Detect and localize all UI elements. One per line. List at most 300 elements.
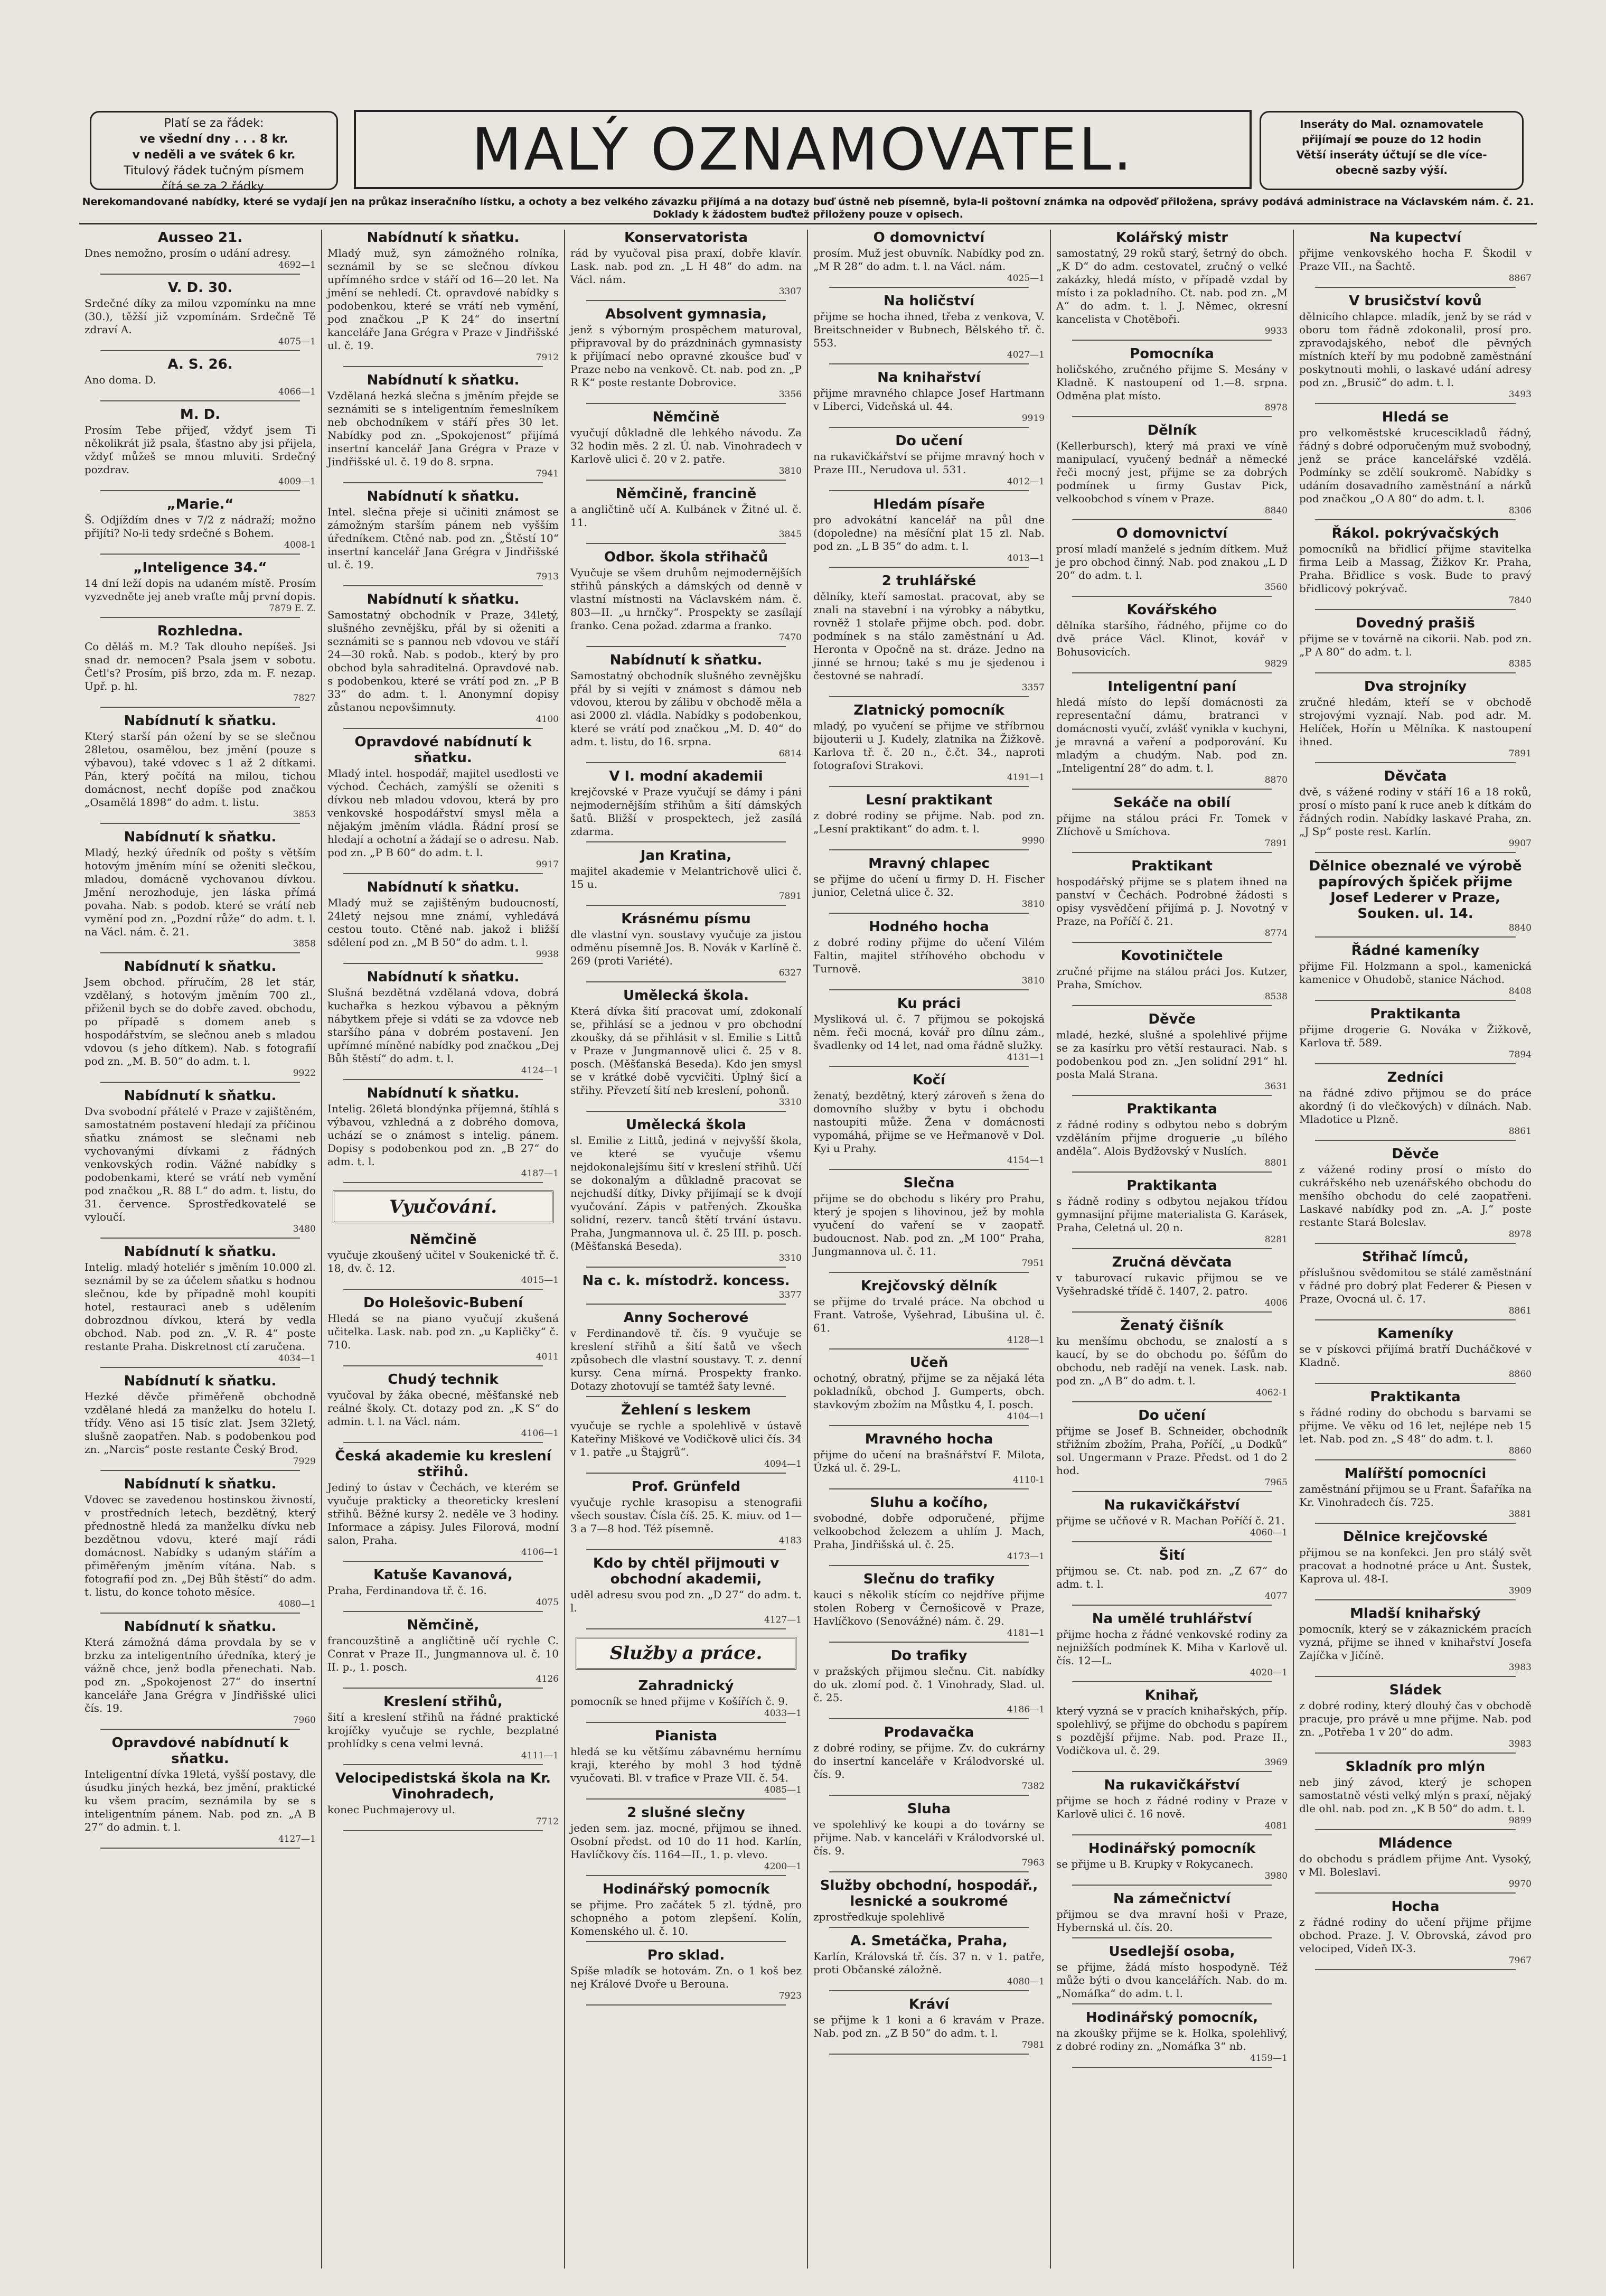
ad-heading: Nabídnutí k sňatku. <box>367 372 520 388</box>
ad-heading: Praktikant <box>1131 858 1213 874</box>
ad-text: přijme na stálou práci Fr. Tomek v Zlíchově u Smíchova. <box>1056 812 1288 838</box>
ad-text: příslušnou svědomitou se stálé zaměstnání v řádné pro dobrý plat Federer & Piesen v Praze, Ovocná ul. č. 17. <box>1299 1266 1532 1305</box>
ad-number: 4191—1 <box>1007 772 1045 783</box>
classified-ad <box>1056 1777 1288 1835</box>
classified-ad <box>1299 1070 1532 1141</box>
ad-number: 3810 <box>778 466 802 476</box>
ad-heading: „Inteligence 34.“ <box>133 560 267 576</box>
ad-heading: Chudý technik <box>388 1372 499 1388</box>
classified-ad <box>1056 1011 1288 1096</box>
classified-ad <box>1299 1759 1532 1830</box>
classified-ad <box>570 848 802 906</box>
ad-number: 7840 <box>1508 595 1532 606</box>
ad-heading: Pianista <box>654 1728 718 1744</box>
ad-number: 4111—1 <box>521 1750 559 1761</box>
ad-number: 4006 <box>1264 1298 1288 1308</box>
ad-number: 3810 <box>1021 976 1045 986</box>
ad-text: přijme se hoch z řádné rodiny v Praze v Karlově ulici č. 16 nově. <box>1056 1794 1288 1820</box>
ad-text: sl. Emilie z Littů, jediná v nejvyšší škola, ve které se vyučuje všemu nejdokonalejšímu šití v kreslení střihů. Učí se dokonalým a důkladně pracovat se nejchudší dítky, Divky přijímají se k dvojí vyučování. Zápis v patřených. Zkouška solidní, rezerv. tanců štětí trvání ústavu. Praha, Jungmannova ul. č. 25 III. p. posch. (Měšťanská Beseda). <box>570 1134 802 1252</box>
ad-number: 9917 <box>536 859 559 870</box>
ad-heading: Nabídnutí k sňatku. <box>367 230 520 246</box>
ad-heading: Dělnice obeznalé ve výrobě papírových špiček přijme Josef Lederer v Praze, Souken. ul. 14. <box>1309 858 1522 922</box>
ad-number: 9938 <box>536 949 559 960</box>
ad-number: 4081 <box>1264 1821 1288 1831</box>
ad-heading: Na kupectví <box>1369 230 1462 246</box>
classified-ad <box>1299 1326 1532 1384</box>
ad-heading: Na umělé truhlářství <box>1092 1611 1252 1627</box>
ad-text: přijme se hocha ihned, třeba z venkova, V. Breitschneider v Bubnech, Bělského tř. č. 553. <box>813 310 1045 349</box>
classified-ad <box>327 1085 559 1183</box>
classified-ad <box>1299 1835 1532 1894</box>
ad-column <box>565 230 808 2269</box>
ad-column <box>808 230 1051 2269</box>
ad-text: v taburovací rukavic přijmou se ve Vyšehradské třídě č. 1407, 2. patro. <box>1056 1271 1288 1297</box>
ad-number: 7951 <box>1021 1258 1045 1269</box>
ad-text: vyučoval by žáka obecné, měšťanské neb reálné školy. Ct. dotazy pod zn. „K S“ do admin. t. l. na Václ. nám. <box>327 1389 559 1428</box>
masthead <box>79 100 1537 201</box>
ad-text: konec Puchmajerovy ul. <box>327 1803 455 1816</box>
ad-text: majitel akademie v Melantrichově ulici č. 15 u. <box>570 865 802 891</box>
ad-number: 4127—1 <box>278 1834 316 1844</box>
ad-heading: Konservatorista <box>624 230 748 246</box>
classified-ad <box>327 230 559 367</box>
ad-text: jenž s výborným prospěchem maturoval, připravoval by do prázdninách gymnasisty k přijímací nebo opravné zkoušce buď v Praze nebo na venkově. Ct. nab. pod zn. „P R K“ poste restante Dobrovice. <box>570 323 802 389</box>
ad-text: Ano doma. D. <box>84 373 156 386</box>
classified-ad <box>1299 679 1532 763</box>
ad-number: 3356 <box>778 389 802 400</box>
ad-number: 7941 <box>536 468 559 479</box>
newspaper-page <box>79 100 1537 2271</box>
ad-number: 4124—1 <box>521 1065 559 1076</box>
ad-heading: Sluha <box>907 1801 951 1817</box>
ad-heading: Ausseo 21. <box>157 230 243 246</box>
ad-heading: Hodinářský pomocník, <box>1085 2010 1258 2026</box>
notice-box <box>1260 111 1524 190</box>
ad-text: Dnes nemožno, prosím o udání adresy. <box>84 247 291 259</box>
classified-ad <box>84 1735 316 1849</box>
ad-heading: Nabídnutí k sňatku. <box>124 1088 277 1104</box>
ad-heading: Němčině, <box>407 1617 480 1633</box>
ad-number: 3307 <box>778 286 802 297</box>
ad-number: 9907 <box>1508 838 1532 849</box>
ad-number: 4159—1 <box>1250 2053 1288 2064</box>
ad-number: 8538 <box>1264 991 1288 1002</box>
ad-text: vyučuje rychle krasopisu a stenografii všech soustav. Čísla číš. 25. K. miuv. od 1—3 a 7—8 hod. Též písemně. <box>570 1496 802 1535</box>
ad-number: 4034—1 <box>278 1353 316 1364</box>
ad-heading: Sluhu a kočího, <box>870 1495 988 1511</box>
classified-ad <box>813 496 1045 568</box>
ad-text: se v pískovci přijímá bratří Ducháčkové v Kladně. <box>1299 1343 1532 1369</box>
ad-heading: V brusičství kovů <box>1349 293 1482 309</box>
classified-ad <box>570 1805 802 1876</box>
ad-text: se přijme k 1 koni a 6 kravám v Praze. Nab. pod zn. „Z B 50“ do adm. t. l. <box>813 2013 1045 2039</box>
ad-text: prosím. Muž jest obuvník. Nabídky pod zn. „M R 28“ do adm. t. l. na Václ. nám. <box>813 247 1045 273</box>
price-line: v neděli a ve svátek 6 kr. <box>132 148 296 162</box>
classified-ad <box>1299 1529 1532 1600</box>
ad-text: Vzdělaná hezká slečna s jměním přejde se seznámiti se s inteligentním řemeslníkem neb obchodníkem v stáří přes 30 let. Nabídky pod zn. „Spokojenost“ přijímá insertní kancelář Jana Grégra v Praze v Jindřišské ul. č. 19 do 8. srpna. <box>327 389 559 468</box>
ad-heading: Kdo by chtěl přijmouti v obchodní akademii, <box>593 1555 779 1587</box>
ad-number: 4080—1 <box>1007 1976 1045 1987</box>
classified-ad <box>570 1117 802 1268</box>
ad-heading: Mravný chlapec <box>868 856 990 871</box>
ad-heading: Skladník pro mlýn <box>1345 1759 1486 1775</box>
ad-text: přijme drogerie G. Nováka v Žižkově, Karlova tř. 589. <box>1299 1023 1532 1049</box>
ad-heading: Česká akademie ku kreslení střihů. <box>335 1448 551 1480</box>
ad-number: 7923 <box>778 1991 802 2001</box>
ad-number: 8281 <box>1264 1234 1288 1245</box>
ad-number: 8978 <box>1508 1229 1532 1240</box>
classified-ad <box>813 1355 1045 1426</box>
classified-ad <box>570 988 802 1112</box>
classified-ad <box>84 280 316 351</box>
ad-number: 3310 <box>778 1253 802 1263</box>
ad-number: 7470 <box>778 632 802 643</box>
classified-ad <box>813 1648 1045 1719</box>
ad-text: Jsem obchod. příručím, 28 let stár, vzdělaný, s hotovým jměním 700 zl., přiženil bych se do dobře zaved. obchodu, po případě s domem aneb s hospodářstvím, se slečnou aneb s mladou vdovou (s jeho dítkem). Nab. s fotografií pod zn. „M. B. 50“ do adm. t. l. <box>84 976 316 1067</box>
ad-text: z řádné rodiny do učení přijme přijme obchod. Praze. J. V. Obrovská, závod pro velociped, Vídeň IX-3. <box>1299 1916 1532 1955</box>
ad-heading: Pomocníka <box>1130 346 1214 362</box>
ad-number: 8860 <box>1508 1446 1532 1456</box>
ad-number: 4012—1 <box>1007 476 1045 487</box>
classified-ad <box>1056 858 1288 943</box>
ad-column <box>322 230 565 2269</box>
ad-number: 9970 <box>1508 1879 1532 1889</box>
page-title: MALÝ OZNAMOVATEL. <box>472 116 1134 183</box>
classified-ad <box>1299 1682 1532 1754</box>
classified-ad <box>570 769 802 842</box>
classified-ad <box>813 792 1045 850</box>
price-box <box>90 111 338 193</box>
ad-number: 8861 <box>1508 1126 1532 1137</box>
classified-ad <box>570 1555 802 1629</box>
ad-text: ku menšímu obchodu, se znalostí a s kaucí, by se do obchodu po. šéfům do obchodu, neb radějí na venek. Lask. nab. pod zn. „A B“ do adm. t. l. <box>1056 1335 1288 1387</box>
ad-number: 4183 <box>778 1535 802 1546</box>
classified-ad <box>570 1728 802 1800</box>
classified-ad <box>84 560 316 618</box>
ad-heading: Praktikanta <box>1370 1006 1461 1022</box>
ad-text: Mladý muž se zajištěným budoucností, 24letý nejsou mne známí, vyhledává cestou touto. Ctěné nab. jakož i bližší sdělení pod zn. „M B 50“ do adm. t. l. <box>327 896 559 949</box>
ad-number: 3560 <box>1264 582 1288 593</box>
ad-heading: Do trafiky <box>890 1648 968 1664</box>
ad-number: 4025—1 <box>1007 273 1045 284</box>
ad-heading: Šití <box>1159 1548 1185 1563</box>
ad-number: 7891 <box>778 891 802 902</box>
classified-ad <box>570 1678 802 1723</box>
ad-heading: Opravdové nabídnutí k sňatku. <box>111 1735 289 1767</box>
ad-heading: Kolářský mistr <box>1115 230 1228 246</box>
ad-heading: Mládence <box>1378 1835 1453 1851</box>
ad-heading: Zlatnický pomocník <box>853 702 1004 718</box>
classified-ad <box>1056 1841 1288 1886</box>
classified-ad <box>1056 1318 1288 1402</box>
classified-ad <box>84 1619 316 1730</box>
classified-ad <box>570 1310 802 1397</box>
ad-heading: Dělník <box>1147 423 1197 438</box>
classified-ad <box>1299 1899 1532 1970</box>
ad-text: Slušná bezdětná vzdělaná vdova, dobrá kuchařka s hezkou výbavou a pěkným nábytkem přeje si vdáti se za vdovce neb staršího pána v dobrém postavení. Jen upřímné míněné nabídky pod značkou „Dej Bůh štěstí“ do adm. t. l. <box>327 986 559 1065</box>
ad-text: Intelig. 26letá blondýnka příjemná, štíhlá s výbavou, vzhledná a z dobrého domova, uchází se o známost s intelig. pánem. Dopisy s podobenkou pod zn. „B 27“ do adm. t. l. <box>327 1102 559 1168</box>
ad-heading: Rozhledna. <box>157 623 243 639</box>
classified-ad <box>1299 1006 1532 1064</box>
masthead-footnote: Nerekomandované nabídky, které se vydají jen na průkaz inseračního lístku, a ochoty a bez velkého závazku přijímá a na dotazy buď ústně neb písemně, byla-li poštovní známka na odpověď přiložena, správy podává administrace na Václavském nám. č. 21. Doklady k žádostem buďtež přiloženy pouze v opisech. <box>82 196 1534 220</box>
classified-ad <box>1056 679 1288 790</box>
ad-heading: Kráví <box>908 1997 950 2012</box>
classified-ad <box>327 1295 559 1366</box>
ad-heading: Němčině <box>652 409 720 425</box>
classified-ad <box>1299 1606 1532 1677</box>
notice-line: přijímají se pouze do 12 hodin <box>1302 133 1481 146</box>
ad-heading: Knihař, <box>1144 1688 1199 1703</box>
ad-number: 3983 <box>1508 1739 1532 1749</box>
classified-ad <box>570 306 802 404</box>
ad-number: 3853 <box>293 809 316 820</box>
ad-number: 4008-1 <box>284 540 316 550</box>
ad-heading: Nabídnutí k sňatku. <box>124 959 277 974</box>
ad-heading: A. Smetáčka, Praha, <box>850 1933 1008 1949</box>
classified-ad <box>570 409 802 481</box>
ad-text: přijme se do obchodu s likéry pro Prahu, který je spojen s lihovinou, jež by mohla vyučení do vaření se v zaopatř. budoucnost. Nab. pod zn. „M 100“ Praha, Jungmannova ul. č. 11. <box>813 1192 1045 1258</box>
ad-heading: V. D. 30. <box>167 280 233 296</box>
ad-heading: Němčině <box>409 1232 477 1248</box>
price-line: ve všední dny . . . 8 kr. <box>139 133 288 146</box>
classified-ad <box>84 230 316 275</box>
ad-heading: Na zámečnictví <box>1113 1891 1231 1907</box>
ad-text: pro velkoměstské krucescikladů řádný, řádný s dobré odporučeným muž svobodný, jenž se práce kancelářské vzdělá. Podmínky se zdělí soukromě. Nabídky s udáním dosavadního zaměstnání a nárků pod značkou „O A 80“ do adm. t. l. <box>1299 426 1532 505</box>
ad-heading: Do učení <box>1138 1408 1206 1423</box>
ad-number: 4009—1 <box>278 476 316 487</box>
ad-number: 4106—1 <box>521 1547 559 1558</box>
classified-ad <box>327 969 559 1080</box>
ad-number: 8408 <box>1508 986 1532 997</box>
ad-text: zprostředkuje spolehlivě <box>813 1910 945 1923</box>
ad-heading: Praktikanta <box>1370 1389 1461 1405</box>
classified-ad <box>813 293 1045 364</box>
ad-heading: Praktikanta <box>1126 1101 1217 1117</box>
ad-heading: Umělecká škola <box>625 1117 747 1133</box>
ad-text: zručné přijme na stálou práci Jos. Kutzer, Praha, Smíchov. <box>1056 965 1288 991</box>
ad-text: Která dívka šití pracovat umí, zdokonalí se, přihlásí se a jednou v pro obchodní zkoušky, dá se přihlásit v sl. Emilie s Littů v Praze v Jungmannově ulici č. 25 v 8. posch. (Měšťanská Beseda). Kdo jen smysl se v krátké době vycvičiti. Úplný šicí a střihy. Převzetí šití neb kreslení, pohonů. <box>570 1005 802 1097</box>
ad-text: 14 dní leží dopis na udaném místě. Prosím vyzvedněte jej aneb vraťte můj první dopis. <box>84 577 316 603</box>
ad-text: francouzštině a angličtině učí rychle C. Conrat v Praze II., Jungmannova ul. č. 10 II. p., 1. posch. <box>327 1634 559 1673</box>
classified-ad <box>1299 858 1532 938</box>
ad-number: 4085—1 <box>764 1785 802 1795</box>
ad-columns <box>79 230 1537 2269</box>
ad-number: 9899 <box>1508 1815 1532 1826</box>
ad-heading: Služby obchodní, hospodář., lesnické a soukromé <box>820 1878 1038 1909</box>
ad-text: se přijme do trvalé práce. Na obchod u Frant. Vatroše, Vyšehrad, Libušina ul. č. 61. <box>813 1295 1045 1334</box>
classified-ad <box>570 911 802 982</box>
classified-ad <box>1056 230 1288 341</box>
ad-number: 8840 <box>1508 923 1532 933</box>
classified-ad <box>1056 1408 1288 1492</box>
section-heading: Vyučování. <box>333 1191 553 1223</box>
ad-text: ochotný, obratný, přijme se za nějaká léta pokladníků, obchod J. Gumperts, obch. stavkovým zbožím na Můstku 4, I. posch. <box>813 1372 1045 1411</box>
ad-text: mladé, hezké, slušné a spolehlivé přijme se za kasírku pro větší restauraci. Nab. s podobenkou pod zn. „Jen solidní 291“ hl. posta Malá Strana. <box>1056 1028 1288 1081</box>
ad-text: z dobré rodiny přijme do učení Vilém Faltin, majitel stříhového obchodu v Turnově. <box>813 936 1045 975</box>
ad-text: Inteligentní dívka 19letá, vyšší postavy, dle úsudku jiných hezká, bez jmění, praktické ku všem pracím, seznámila by se s inteligentním pánem. Nab. pod zn. „A B 27“ do admin. t. l. <box>84 1768 316 1833</box>
ad-text: se přijme u B. Krupky v Rokycanech. <box>1056 1858 1254 1870</box>
ad-heading: Lesní praktikant <box>866 792 992 808</box>
ad-text: pro advokátní kancelář na půl dne (dopoledne) na měsíční plat 15 zl. Nab. pod zn. „L B 35“ do adm. t. l. <box>813 513 1045 552</box>
ad-text: na řádné zdivo přijmou se do práce akordný (i do vlečkových) v dílnách. Nab. Mladotice u Plzně. <box>1299 1086 1532 1126</box>
ad-number: 3909 <box>1508 1586 1532 1596</box>
ad-number: 4033—1 <box>764 1708 802 1719</box>
classified-ad <box>327 1770 559 1831</box>
ad-number: 3357 <box>1021 682 1045 693</box>
classified-ad <box>570 652 802 763</box>
classified-ad <box>327 592 559 729</box>
ad-text: dělnicího chlapce. mladík, jenž by se rád v oboru tom řádně zdokonalil, prosí pro. zpravodajského, neboť dle pěvných místních kteří by mu podobně zaměstnání poskytnouti mohli, o laskavé udání adresy pod zn. „Brusič“ do adm. t. l. <box>1299 310 1532 389</box>
ad-number: 4200—1 <box>764 1861 802 1872</box>
ad-heading: Hodinářský pomocník <box>1088 1841 1256 1857</box>
ad-text: z dobré rodiny, se přijme. Zv. do cukrárny do insertní kanceláře v Králodvorské ul. čís. 9. <box>813 1741 1045 1780</box>
ad-text: Samostatný obchodník v Praze, 34letý, slušného zevnějšku, přál by si oženiti a seznámiti se s pannou neb vdovou ve stáří 24—30 roků. Nab. s podob., který by pro obchod byla sahraditelná. Opravdové nab. s podobenkou, které se vrátí pod zn. „P B 33“ do adm. t. l. Anonymní dopisy zůstanou nepovšimnuty. <box>327 608 559 714</box>
classified-ad <box>813 433 1045 491</box>
ad-heading: Mravného hocha <box>865 1431 993 1447</box>
ad-text: na zkoušky přijme se k. Holka, spolehlivý, z dobré rodiny zn. „Nomáfka 3“ nb. <box>1056 2027 1288 2053</box>
ad-text: na rukavičkářství se přijme mravný hoch v Praze III., Nerudova ul. 531. <box>813 450 1045 476</box>
classified-ad <box>570 486 802 544</box>
classified-ad <box>84 357 316 401</box>
ad-text: přijmou se. Ct. nab. pod zn. „Z 67“ do adm. t. l. <box>1056 1564 1288 1590</box>
ad-heading: Pro sklad. <box>647 1947 725 1963</box>
ad-text: Vyučuje se všem druhům nejmodernějších střihů pánských a dámských od denně v vlastní místnosti na Václavském nám. č. 803—II. „u hrnčky“. Prospekty se zasílají franko. Cena požad. zdarma a franko. <box>570 566 802 632</box>
classified-ad <box>813 1175 1045 1273</box>
ad-text: se přijme do učení u firmy D. H. Fischer junior, Celetná ulice č. 32. <box>813 873 1045 898</box>
ad-text: v Ferdinandově tř. čís. 9 vyučuje se kreslení střihů a šití šatů ve všech způsobech dle vlastní soustavy. T. z. denní kursy. Cena mírná. Prospekty franko. Dotazy zhotovují se tamtéž šaty levné. <box>570 1327 802 1392</box>
ad-number: 7912 <box>536 352 559 363</box>
ad-text: přijme se učňové v R. Machan Poříčí č. 21. <box>1056 1514 1285 1527</box>
ad-number: 7967 <box>1508 1955 1532 1966</box>
ad-text: vyučuje se rychle a spolehlivě v ústavě Kateřiny Miškové ve Vodičkově ulici čís. 34 v 1. patře „u Štajgrů“. <box>570 1419 802 1458</box>
ad-text: dvě, s vážené rodiny v stáří 16 a 18 roků, prosí o místo paní k ruce aneb k dítkám do řádných rodin. Nabídky laskavé Praha, zn. „J Sp“ poste rest. Karlín. <box>1299 785 1532 838</box>
ad-text: šití a kreslení střihů na řádné praktické krojíčky vyučuje se rychle, bezplatné prohlídky s cena velmi levná. <box>327 1711 559 1750</box>
ad-text: v pražských přijmou slečnu. Cit. nabídky do uk. zlomí pod. č. 1 Vinohrady, Slad. ul. č. 25. <box>813 1665 1045 1704</box>
classified-ad <box>1056 795 1288 853</box>
ad-heading: Hodného hocha <box>869 919 989 935</box>
ad-number: 4013—1 <box>1007 553 1045 564</box>
ad-text: krejčovské v Praze vyučují se dámy i páni nejmodernějším střihům a šití dámských šatů. Bližší v prospektech, jež zasílá zdarma. <box>570 785 802 838</box>
classified-ad <box>1299 230 1532 288</box>
ad-heading: Nabídnutí k sňatku. <box>124 1476 277 1492</box>
ad-heading: Dělnice krejčovské <box>1342 1529 1488 1545</box>
ad-heading: Nabídnutí k sňatku. <box>367 969 520 985</box>
classified-ad <box>1056 1891 1288 1938</box>
ad-number: 7981 <box>1021 2040 1045 2050</box>
classified-ad <box>1299 1466 1532 1524</box>
ad-heading: Odbor. škola střihačů <box>604 549 768 565</box>
ad-number: 4011 <box>536 1352 559 1362</box>
ad-text: z vážené rodiny prosí o místo do cukrářského neb uzenářského obchodu do menšího obchodu do celé zaopatřeni. Laskavé nabídky pod zn. „A. J.“ poste restante Stará Boleslav. <box>1299 1163 1532 1229</box>
ad-number: 7891 <box>1264 838 1288 849</box>
ad-number: 9990 <box>1021 836 1045 846</box>
ad-column <box>1051 230 1294 2269</box>
ad-heading: Nabídnutí k sňatku. <box>124 1244 277 1260</box>
section-heading: Služby a práce. <box>576 1637 796 1670</box>
ad-number: 7891 <box>1508 748 1532 759</box>
ad-number: 4173—1 <box>1007 1551 1045 1562</box>
ad-number: 4154—1 <box>1007 1155 1045 1166</box>
ad-number: 3980 <box>1264 1871 1288 1881</box>
classified-ad <box>813 1878 1045 1928</box>
ad-text: samostatný, 29 roků starý, šetrný do obch. „K D“ do adm. cestovatel, zručný o velké zakázky, hledá místo, v případě vzdal by místo i za pokladního. Ct. nab. pod zn. „M A“ do adm. t. l. J. Němec, okresní kancelista v Chotěboři. <box>1056 247 1288 325</box>
classified-ad <box>570 549 802 647</box>
classified-ad <box>84 1244 316 1368</box>
ad-heading: Na knihařství <box>877 370 981 386</box>
ad-heading: Hledám písaře <box>873 496 985 512</box>
classified-ad <box>327 1694 559 1765</box>
ad-number: 3969 <box>1264 1757 1288 1768</box>
ad-heading: Hocha <box>1391 1899 1440 1915</box>
ad-text: pomocníků na břidlicí přijme stavitelka firma Leib a Massag, Žižkov Kr. Praha, Praha. Břidlice s vosk. Bude to pravý břidlicový pokrývač. <box>1299 542 1532 595</box>
ad-heading: Absolvent gymnasia, <box>605 306 767 322</box>
ad-text: s řádné rodiny do obchodu s barvami se přijme. Ve věku od 16 let, nejlépe neb 15 let. Nab. pod zn. „S 48“ do adm. t. l. <box>1299 1406 1532 1445</box>
ad-number: 3810 <box>1021 899 1045 910</box>
ad-text: přijme venkovského hocha F. Škodil v Praze VII., na Šachtě. <box>1299 247 1532 273</box>
classified-ad <box>84 829 316 953</box>
classified-ad <box>1056 346 1288 417</box>
ad-number: 3845 <box>778 529 802 540</box>
ad-heading: Kočí <box>913 1072 945 1088</box>
ad-number: 7913 <box>536 571 559 582</box>
classified-ad <box>1056 1497 1288 1542</box>
ad-text: hospodářský přijme se s platem ihned na panství v Čechách. Podrobné žádosti s opisy vysvědčení přijímá p. J. Novotný v Praze, na Poříčí č. 21. <box>1056 875 1288 927</box>
ad-number: 8978 <box>1264 402 1288 413</box>
ad-text: Spíše mladík se hotovám. Zn. o 1 koš bez nej Králové Dvoře u Berouna. <box>570 1964 802 1990</box>
ad-text: hledá místo do lepší domácnosti za representační dámu, bratranci v domácnosti vyučí, zvlášť vynikla v kuchyni, je mravná a vaření a podporování. Ku mladým a chudým. Nab. pod zn. „Inteligentní 28“ do adm. t. l. <box>1056 696 1288 774</box>
ad-column <box>79 230 322 2269</box>
ad-heading: Krejčovský dělník <box>860 1278 998 1294</box>
ad-number: 8861 <box>1508 1306 1532 1316</box>
ad-text: Š. Odjíždím dnes v 7/2 z nádraží; možno přijíti? No-li tedy srdečné s Bohem. <box>84 513 316 539</box>
ad-heading: Na rukavičkářství <box>1104 1497 1240 1513</box>
classified-ad <box>1056 1178 1288 1249</box>
ad-number: 3881 <box>1508 1509 1532 1520</box>
ad-heading: Katuše Kavanová, <box>373 1567 513 1583</box>
classified-ad <box>1299 615 1532 673</box>
classified-ad <box>1056 602 1288 673</box>
ad-text: Intel. slečna přeje si učiniti známost se zámožným starším pánem neb vyšším úředníkem. Ctěné nab. pod zn. „Štěstí 10“ insertní kancelář Jana Grégra v Jindřišské ul. č. 19. <box>327 505 559 571</box>
ad-number: 4027—1 <box>1007 350 1045 360</box>
ad-heading: Malířští pomocníci <box>1344 1466 1487 1482</box>
ad-number: 4104—1 <box>1007 1411 1045 1422</box>
ad-number: 3377 <box>778 1290 802 1300</box>
ad-heading: Hodinářský pomocník <box>602 1881 770 1897</box>
ad-heading: Kreslení střihů, <box>383 1694 503 1710</box>
ad-text: Co děláš m. M.? Tak dlouho nepíšeš. Jsi snad dr. nemocen? Psala jsem v sobotu. Četl's? Prosím, piš brzo, zda m. F. nezap. Upř. p. hl. <box>84 640 316 692</box>
ad-number: 4110-1 <box>1013 1475 1045 1485</box>
ad-number: 8774 <box>1264 928 1288 939</box>
ad-number: 7712 <box>536 1816 559 1827</box>
ad-heading: Kameníky <box>1377 1326 1454 1342</box>
ad-number: 4106—1 <box>521 1428 559 1439</box>
classified-ad <box>813 1801 1045 1872</box>
classified-ad <box>1056 1611 1288 1682</box>
ad-number: 8867 <box>1508 273 1532 284</box>
ad-text: zručné hledám, kteří se v obchodě strojovými vyznají. Nab. pod adr. M. Helíček, Hořín u Mělníka. K nastoupení ihned. <box>1299 696 1532 748</box>
classified-ad <box>327 1567 559 1612</box>
ad-number: 4075 <box>536 1597 559 1608</box>
ad-heading: Ku práci <box>897 996 961 1011</box>
ad-text: Mysliková ul. č. 7 přijmou se pokojská něm. řeči mocná, kovář pro dílnu zám., švadlenky od 14 let, nad oma řádně služky. <box>813 1013 1045 1052</box>
classified-ad <box>813 1933 1045 1991</box>
ad-heading: Sekáče na obilí <box>1113 795 1231 811</box>
ad-number: 4094—1 <box>764 1459 802 1469</box>
classified-ad <box>570 1402 802 1474</box>
ad-text: Prosím Tebe přijeď, vždyť jsem Ti několikrát již psala, šťastno aby jsi přijela, vždyť můžeš se mnou mluviti. Srdečný pozdrav. <box>84 424 316 476</box>
classified-ad <box>570 230 802 301</box>
ad-text: do obchodu s prádlem přijme Ant. Vysoký, v Ml. Boleslavi. <box>1299 1852 1532 1878</box>
